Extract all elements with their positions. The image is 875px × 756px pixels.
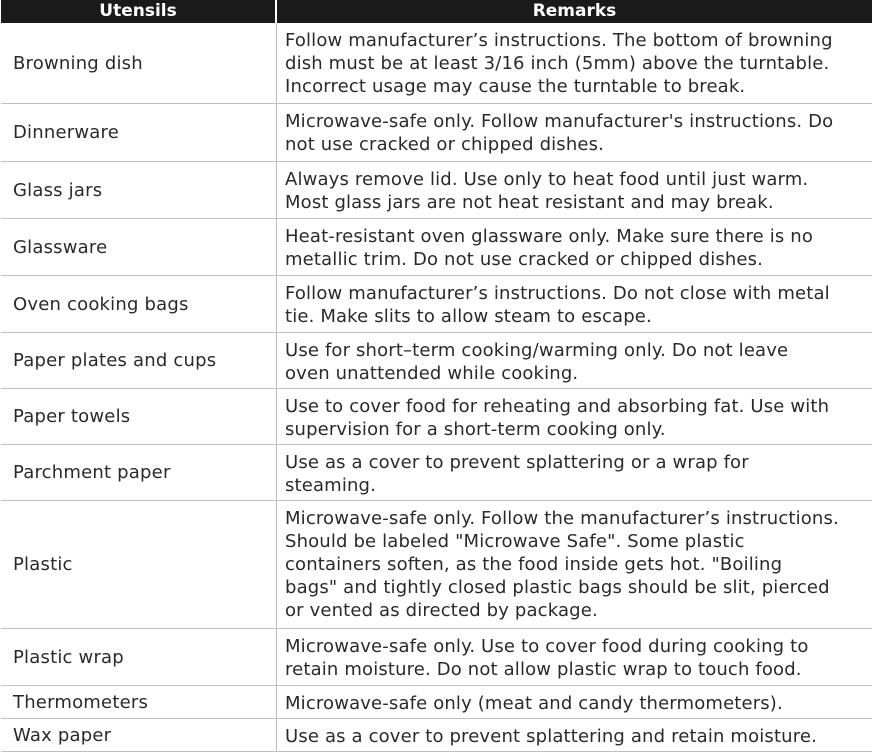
table-row xyxy=(1,219,872,276)
table-row xyxy=(1,333,872,389)
remark-cell: Follow manufacturer’s instructions. The bottom of browning dish must be at least 3/16 inch (5mm) above the turntable. Incorrect usage may cause the turntable to break. xyxy=(285,30,833,97)
utensil-cell: Wax paper xyxy=(1,719,277,751)
remark-cell: Follow manufacturer’s instructions. Do not close with metal tie. Make slits to allow steam to escape. xyxy=(285,283,830,327)
table-row xyxy=(1,445,872,501)
utensil-cell: Paper towels xyxy=(1,389,277,444)
remark-cell: Always remove lid. Use only to heat food until just warm. Most glass jars are not heat resistant and may break. xyxy=(285,169,809,213)
table-row xyxy=(1,104,872,162)
table-row xyxy=(1,686,872,719)
table-row xyxy=(1,501,872,629)
table-row xyxy=(1,719,872,752)
utensil-cell: Parchment paper xyxy=(1,445,277,500)
utensil-cell: Glass jars xyxy=(1,162,277,218)
table-row xyxy=(1,276,872,333)
header-remarks: Remarks xyxy=(532,1,617,21)
utensils-table xyxy=(1,0,872,752)
remark-cell: Microwave-safe only. Follow manufacturer's instructions. Do not use cracked or chipped dishes. xyxy=(285,111,834,155)
table-row xyxy=(1,389,872,445)
utensil-cell: Thermometers xyxy=(1,686,277,718)
remark-cell: Heat-resistant oven glassware only. Make sure there is no metallic trim. Do not use cracked or chipped dishes. xyxy=(285,226,814,270)
table-header xyxy=(1,0,872,23)
remark-cell: Use to cover food for reheating and absorbing fat. Use with supervision for a short-term cooking only. xyxy=(285,396,830,440)
table-row xyxy=(1,629,872,686)
utensil-cell: Paper plates and cups xyxy=(1,333,277,388)
remark-cell: Use as a cover to prevent splattering and retain moisture. xyxy=(285,726,817,747)
remark-cell: Use as a cover to prevent splattering or a wrap for steaming. xyxy=(285,452,749,496)
utensil-cell: Plastic wrap xyxy=(1,629,277,685)
remark-cell: Use for short–term cooking/warming only. Do not leave oven unattended while cooking. xyxy=(285,340,789,384)
remark-cell: Microwave-safe only (meat and candy thermometers). xyxy=(285,693,783,714)
utensil-cell: Oven cooking bags xyxy=(1,276,277,332)
table-row xyxy=(1,162,872,219)
utensil-cell: Dinnerware xyxy=(1,104,277,161)
table-row xyxy=(1,23,872,104)
header-utensils: Utensils xyxy=(1,0,277,23)
remark-cell: Microwave-safe only. Follow the manufacturer’s instructions. Should be labeled "Microwave Safe". Some plastic containers soften, as the food inside gets hot. "Boiling bags" and tightly closed plastic bags should be slit, pierced or vented as directed by package. xyxy=(285,508,839,621)
utensil-cell: Browning dish xyxy=(1,23,277,103)
utensil-cell: Plastic xyxy=(1,501,277,628)
utensil-cell: Glassware xyxy=(1,219,277,275)
remark-cell: Microwave-safe only. Use to cover food during cooking to retain moisture. Do not allow plastic wrap to touch food. xyxy=(285,636,809,680)
